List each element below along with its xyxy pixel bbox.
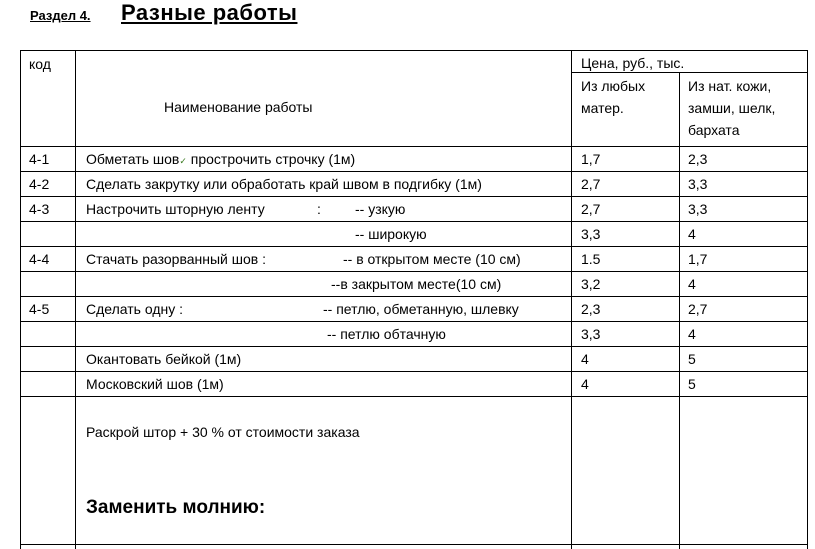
row-divider <box>20 296 808 297</box>
row-option: -- петлю обтачную <box>327 326 446 342</box>
header-code: код <box>29 56 51 72</box>
row-code: 4-2 <box>29 176 50 192</box>
col-divider-name <box>571 50 572 549</box>
row-divider <box>20 246 808 247</box>
row-code: 4-1 <box>29 151 50 167</box>
price-leather: 4 <box>688 226 696 242</box>
row-code: 4-5 <box>29 301 50 317</box>
row-code: 4-3 <box>29 201 50 217</box>
price-any: 1,7 <box>581 151 601 167</box>
table-border-top <box>20 50 808 51</box>
table-border-right <box>807 50 808 549</box>
header-name: Наименование работы <box>164 99 313 115</box>
price-any: 2,7 <box>581 201 601 217</box>
price-leather: 3,3 <box>688 201 708 217</box>
header-price-any-line1: Из любых <box>581 78 646 94</box>
row-divider <box>20 221 808 222</box>
row-option: -- узкую <box>355 201 406 217</box>
row-name: Московский шов (1м) <box>86 376 224 392</box>
price-leather: 2,3 <box>688 151 708 167</box>
price-leather: 1,7 <box>688 251 708 267</box>
section-label: Раздел 4. <box>30 8 91 23</box>
header-price-any <box>581 75 645 119</box>
row-divider <box>20 171 808 172</box>
zipper-heading: Заменить молнию: <box>86 497 266 518</box>
price-any: 4 <box>581 376 589 392</box>
header-price-group: Цена, руб., тыс. <box>581 55 685 71</box>
row-name-tail: прострочить строчку (1м) <box>186 151 356 167</box>
row-colon: : <box>317 201 321 217</box>
price-any: 3,2 <box>581 276 601 292</box>
row-option: -- широкую <box>355 226 427 242</box>
row-name: Сделать одну : <box>86 301 184 317</box>
row-divider <box>20 321 808 322</box>
row-name: Стачать разорванный шов : <box>86 251 266 267</box>
section-title: Разные работы <box>121 0 298 25</box>
row-name-part: Обметать шов <box>86 151 180 167</box>
header-price-leather-line1: Из нат. кожи, <box>688 78 772 94</box>
row-option: -- петлю, обметанную, шлевку <box>323 301 519 317</box>
price-leather: 2,7 <box>688 301 708 317</box>
price-header-divider <box>571 72 808 73</box>
row-divider <box>20 346 808 347</box>
price-any: 4 <box>581 351 589 367</box>
row-option: -- в открытом месте (10 см) <box>343 251 521 267</box>
row-divider <box>20 544 808 545</box>
edit-mark-icon: ✓ <box>179 156 187 166</box>
header-price-leather <box>688 75 775 141</box>
price-table <box>20 50 808 549</box>
header-price-leather-line3: бархата <box>688 122 740 138</box>
header-price-any-line2: матер. <box>581 100 624 116</box>
price-leather: 5 <box>688 376 696 392</box>
row-divider <box>20 271 808 272</box>
price-any: 3,3 <box>581 226 601 242</box>
price-any: 1.5 <box>581 251 601 267</box>
row-name: Сделать закрутку или обработать край швом в подгибку (1м) <box>86 176 482 192</box>
table-border-left <box>20 50 21 549</box>
row-name: Настрочить шторную ленту <box>86 201 265 217</box>
price-leather: 4 <box>688 276 696 292</box>
row-divider <box>20 196 808 197</box>
row-option: --в закрытом месте(10 см) <box>331 276 502 292</box>
col-divider-price <box>679 72 680 549</box>
cutting-note: Раскрой штор + 30 % от стоимости заказа <box>86 424 360 440</box>
price-leather: 3,3 <box>688 176 708 192</box>
price-any: 2,3 <box>581 301 601 317</box>
row-name <box>86 151 355 169</box>
col-divider-code <box>75 50 76 549</box>
row-name: Окантовать бейкой (1м) <box>86 351 242 367</box>
header-price-leather-line2: замши, шелк, <box>688 100 776 116</box>
price-any: 2,7 <box>581 176 601 192</box>
price-leather: 4 <box>688 326 696 342</box>
price-any: 3,3 <box>581 326 601 342</box>
row-code: 4-4 <box>29 251 50 267</box>
price-leather: 5 <box>688 351 696 367</box>
header-bottom-line <box>20 146 808 147</box>
row-divider <box>20 396 808 397</box>
row-divider <box>20 371 808 372</box>
